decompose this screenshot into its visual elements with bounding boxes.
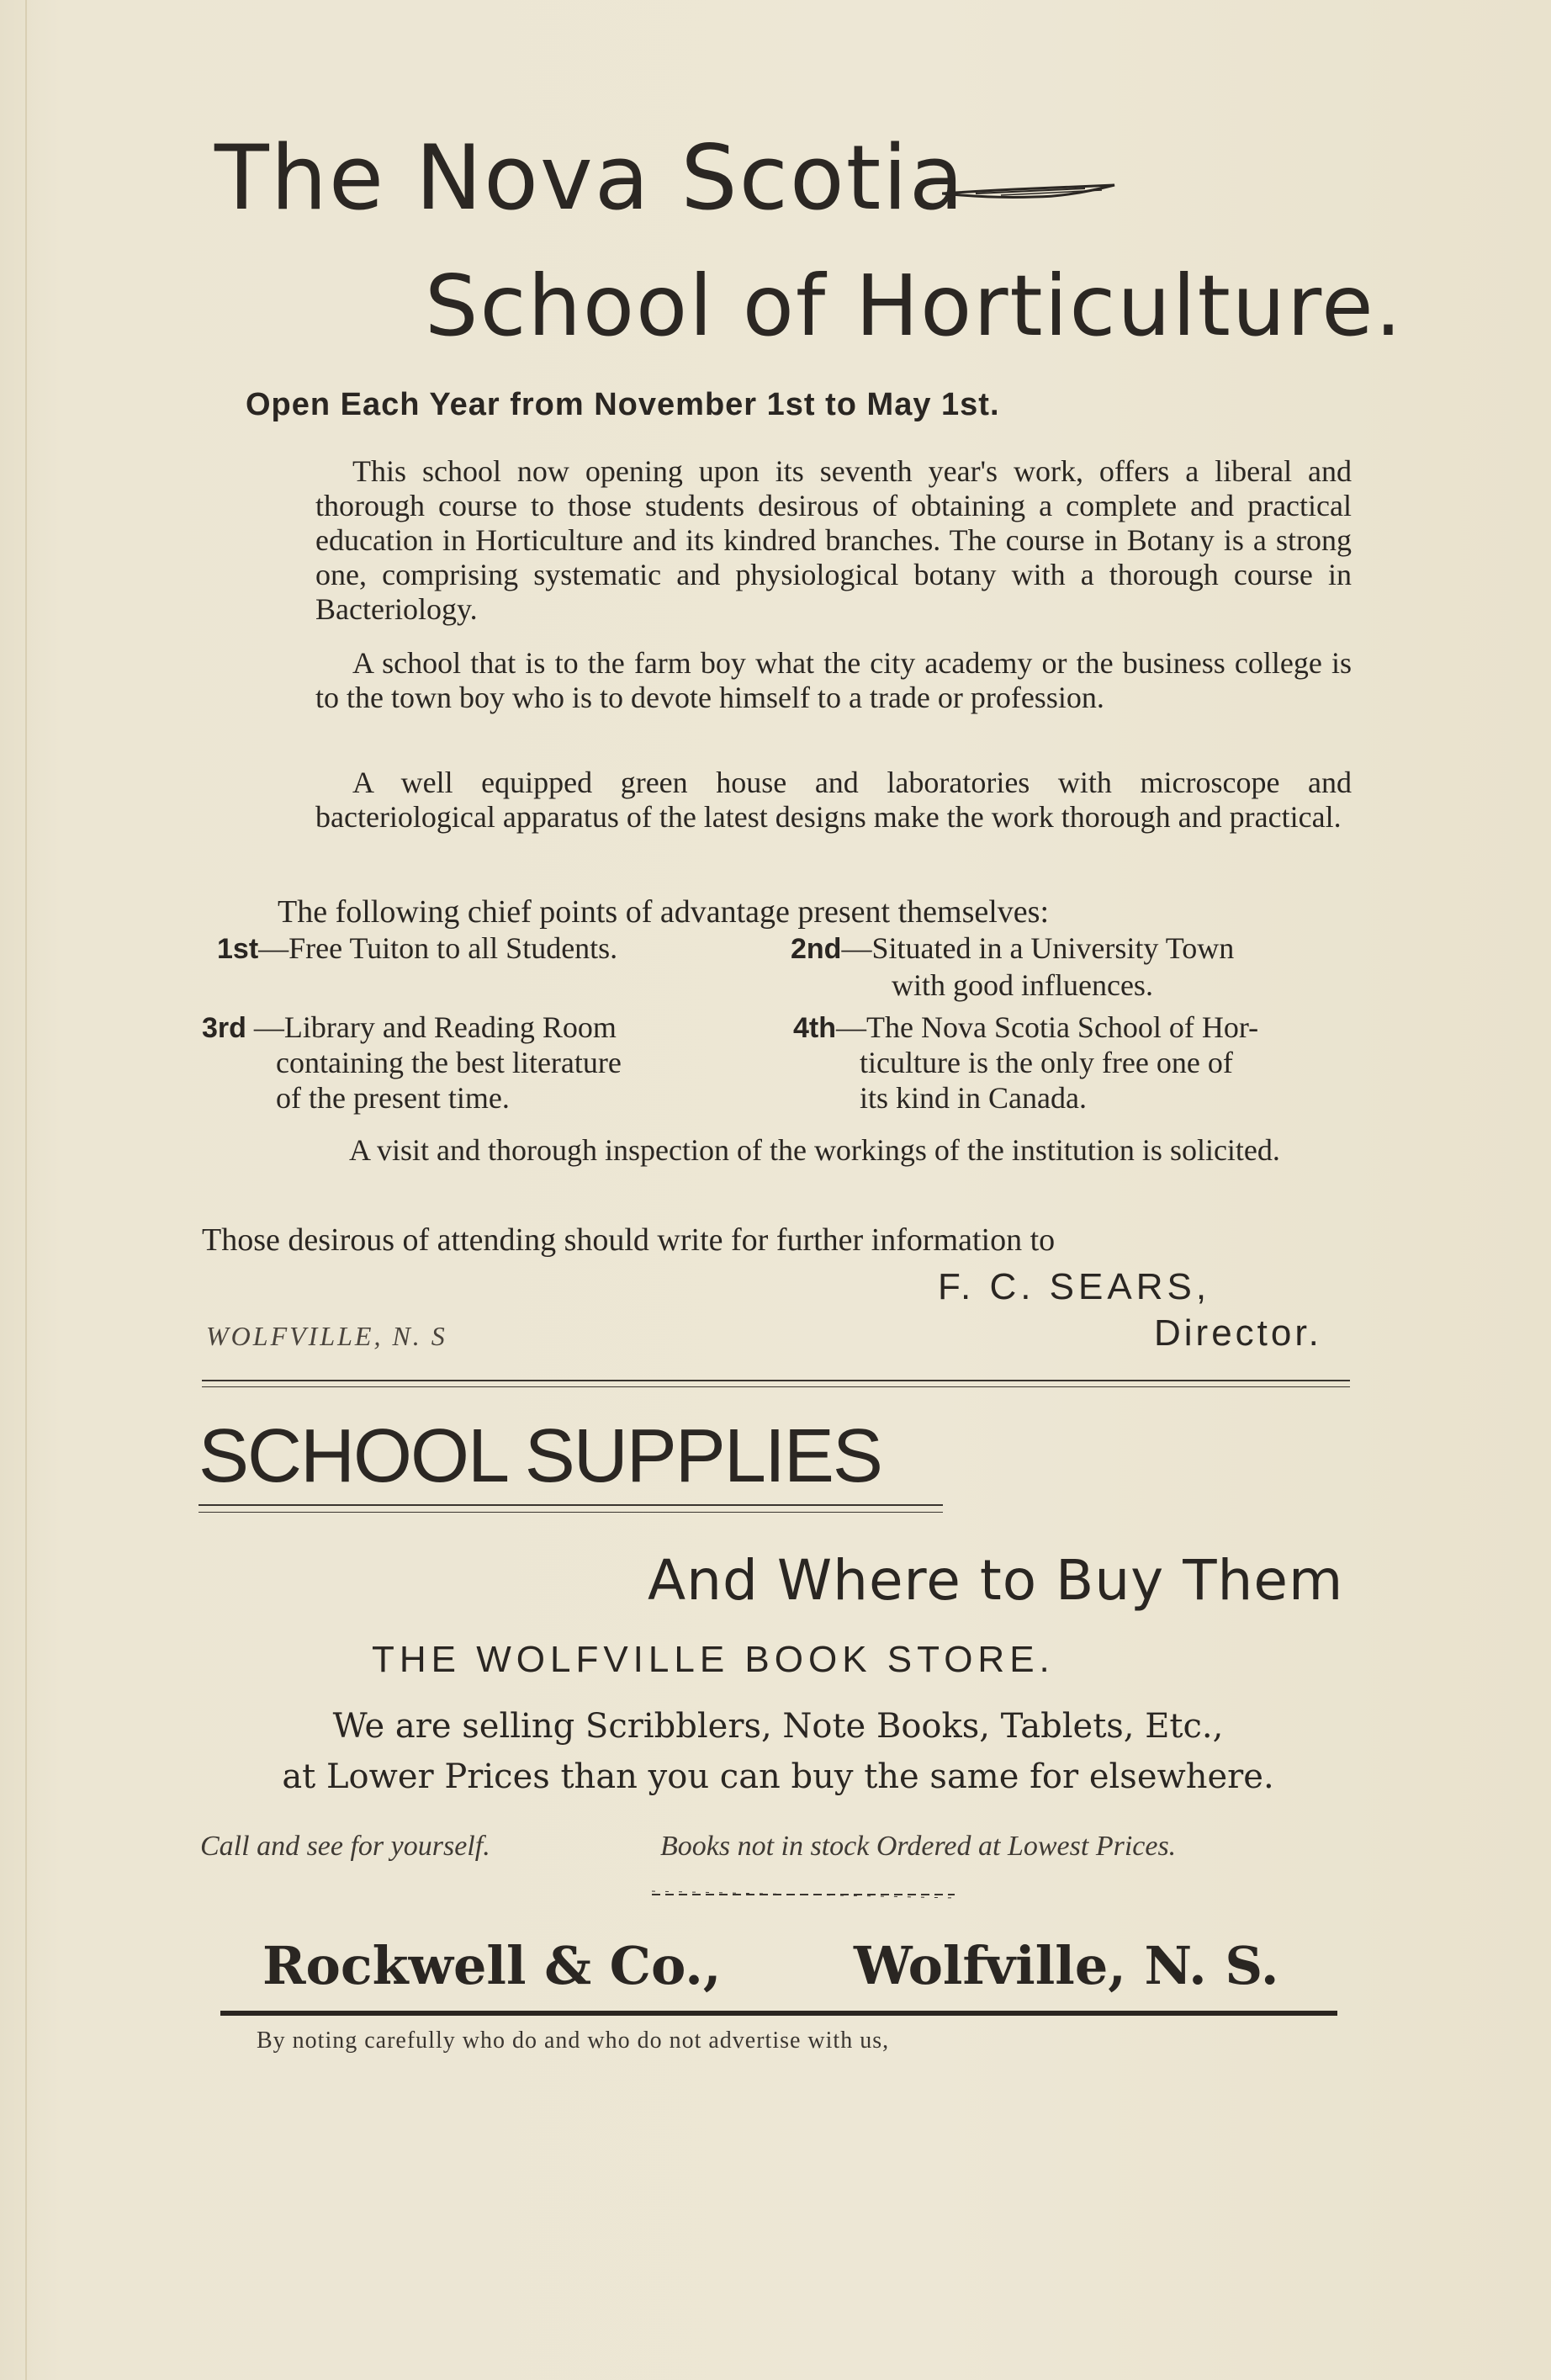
signer-name: F. C. SEARS, [938,1266,1211,1307]
contact-instruction: Those desirous of attending should write for further information to [202,1222,1056,1258]
point-2 [791,930,1234,967]
divider-rule-top [202,1380,1350,1381]
point-2-number: 2nd [791,933,842,965]
point-1-number: 1st [217,933,259,965]
selling-text [265,1701,1291,1802]
paragraph-1-text: This school now opening upon its seventh year's work, offers a liberal and thorough course to those students desirous of obtaining a complete and practical education in Horticulture and its kindred branches. The course in Botany is a strong one, comprising systematic and physiological botany with a thorough course in Bacteriology. [315,454,1352,626]
paragraph-1 [315,454,1352,627]
flourish-ornament [942,168,1119,219]
paragraph-2-text: A school that is to the farm boy what the city academy or the business college is to the town boy who is to devote himself to a trade or profession. [315,646,1352,714]
point-3-text-line-1: —Library and Reading Room [253,1010,617,1044]
place-line: WOLFVILLE, N. S [206,1321,447,1351]
title-line-1: The Nova Scotia [214,126,966,230]
ad-subheading: And Where to Buy Them [648,1548,1344,1613]
title-line-2: School of Horticulture. [425,257,1404,355]
call-note: Call and see for yourself. [200,1831,490,1862]
visit-paragraph: A visit and thorough inspection of the workings of the institution is solicited. [349,1133,1280,1167]
signer-role: Director. [1154,1312,1322,1354]
point-3-number: 3rd [202,1012,246,1044]
footer-text: By noting carefully who do and who do not advertise with us, [257,2028,890,2054]
firm-name: Rockwell & Co., [262,1935,722,1996]
headline-underline-2 [199,1512,943,1513]
paragraph-2 [315,646,1352,715]
subheading: Open Each Year from November 1st to May 1st. [246,387,1000,422]
point-1 [217,930,617,967]
store-name: THE WOLFVILLE BOOK STORE. [372,1639,1055,1680]
point-4 [793,1010,1258,1046]
firm-town: Wolfville, N. S. [854,1935,1279,1996]
paragraph-3-text: A well equipped green house and laboratories with microscope and bacteriological apparatus of the latest designs make the work thorough and practical. [315,766,1352,834]
point-3 [202,1010,617,1046]
headline-underline-1 [199,1504,943,1506]
selling-line-1: We are selling Scribblers, Note Books, Tablets, Etc., [332,1707,1224,1746]
ornament-rule [652,1889,955,1900]
point-4-text-line-1: —The Nova Scotia School of Hor- [836,1010,1259,1044]
point-4-number: 4th [793,1012,836,1044]
point-3-text-line-3: of the present time. [276,1081,510,1115]
point-3-text-line-2: containing the best literature [276,1046,622,1079]
page-gutter-line [25,0,27,2380]
paragraph-3 [315,766,1352,835]
footer-thick-rule [220,2011,1337,2016]
point-2-text-line-1: —Situated in a University Town [841,931,1235,965]
divider-rule-bottom [202,1386,1350,1387]
advantages-lead: The following chief points of advantage present themselves: [278,894,1050,930]
ad-headline: SCHOOL SUPPLIES [199,1414,881,1498]
point-2-text-line-2: with good influences. [892,968,1153,1002]
point-4-text-line-3: its kind in Canada. [860,1081,1087,1115]
books-note: Books not in stock Ordered at Lowest Prices. [660,1831,1177,1862]
point-1-text: —Free Tuiton to all Students. [258,931,618,965]
point-4-text-line-2: ticulture is the only free one of [860,1046,1233,1079]
selling-line-2: at Lower Prices than you can buy the same for elsewhere. [282,1757,1274,1796]
